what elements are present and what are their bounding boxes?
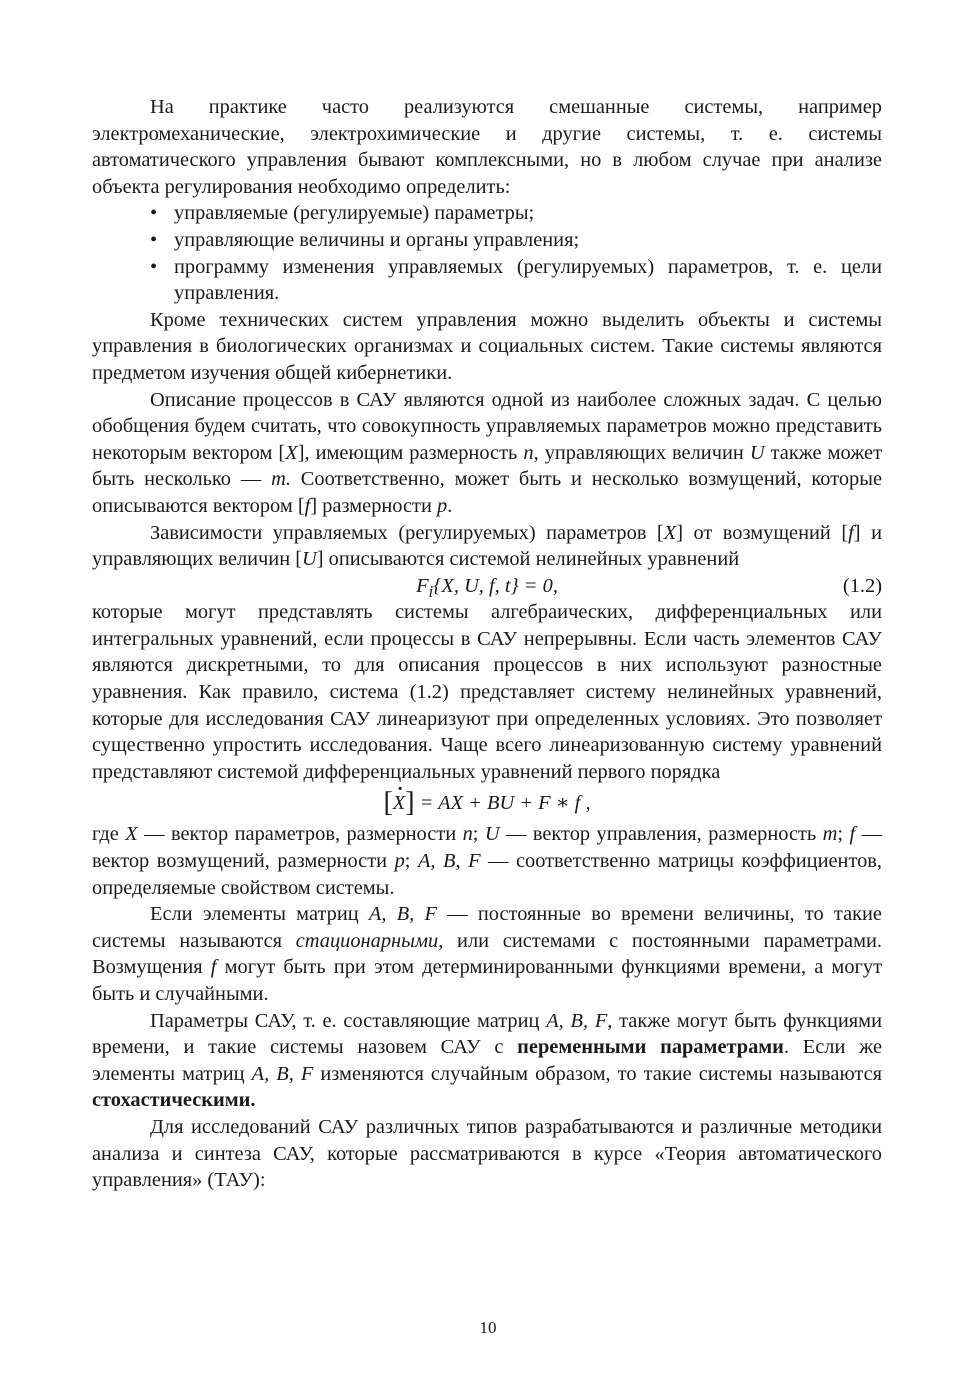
page-body: [92, 94, 882, 1194]
formula-state-equation: [· X] = AX + BU + F ∗ f ,: [92, 785, 882, 821]
paragraph-3: Описание процессов в САУ являются одной из наиболее сложных задач. С целью обобщения будем считать, что совокупность управляемых параметров можно представить некоторым вектором [X], имеющим размерность n, управляющих величин U также может быть несколько — m. Соответственно, может быть и несколько возмущений, которые описываются вектором [f] размерности p.: [92, 388, 883, 517]
list-item: • управляемые (регулируемые) параметры;: [150, 200, 882, 227]
paragraph-8: Параметры САУ, т. е. составляющие матриц A, B, F, также могут быть функциями времени, и такие системы назовем САУ с переменными параметрами. Если же элементы матриц A, B, F изменяются случайным образом, то такие системы называются стохастическими.: [92, 1009, 883, 1112]
list-item: • программу изменения управляемых (регулируемых) параметров, т. е. цели управления.: [150, 254, 882, 307]
paragraph-2: Кроме технических систем управления можно выделить объекты и системы управления в биологических организмах и социальных систем. Такие системы являются предметом изучения общей кибернетики.: [92, 308, 882, 384]
paragraph-9: Для исследований САУ различных типов разрабатываются и различные методики анализа и синтеза САУ, которые рассматриваются в курсе «Теория автоматического управления» (ТАУ):: [92, 1115, 882, 1192]
equation-number: (1.2): [842, 574, 882, 597]
paragraph-7: Если элементы матриц A, B, F — постоянные во времени величины, то такие системы называются стационарными, или системами с постоянными параметрами. Возмущения f могут быть при этом детерминированными функциями времени, а могут быть и случайными.: [92, 903, 883, 1005]
list-item: • управляющие величины и органы управления;: [150, 227, 882, 254]
paragraph-6: где X — вектор параметров, размерности n; U — вектор управления, размерность m; f — вектор возмущений, размерности p; A, B, F — соответственно матрицы коэффициентов, определяемые свойством системы.: [92, 823, 883, 899]
paragraph-4: Зависимости управляемых (регулируемых) параметров [X] от возмущений [f] и управляющих величин [U] описываются системой нелинейных уравнений: [92, 521, 882, 571]
page-number: 10: [479, 1318, 497, 1337]
bullet-list: [92, 200, 882, 306]
paragraph-1: На практике часто реализуются смешанные системы, например электромеханические, электрохимические и другие системы, т. е. системы автоматического управления бывают комплексными, но в любом случае при анализе объекта регулирования необходимо определить:: [92, 96, 882, 198]
formula-1-2: [92, 573, 882, 600]
formula-1-2-expr: $F_i\{X$, U, f, t} = 0,: [416, 574, 558, 601]
paragraph-5: которые могут представлять системы алгебраических, дифференциальных или интегральных уравнений, если процессы в САУ непрерывны. Если часть элементов САУ являются дискретными, то для описания процессов в них используют разностные уравнения. Как правило, система (1.2) представляет систему нелинейных уравнений, которые для исследования САУ линеаризуют при определенных условиях. Это позволяет существенно упростить исследования. Чаще всего линеаризованную систему уравнений представляют системой дифференциальных уравнений первого порядка: [92, 601, 882, 783]
